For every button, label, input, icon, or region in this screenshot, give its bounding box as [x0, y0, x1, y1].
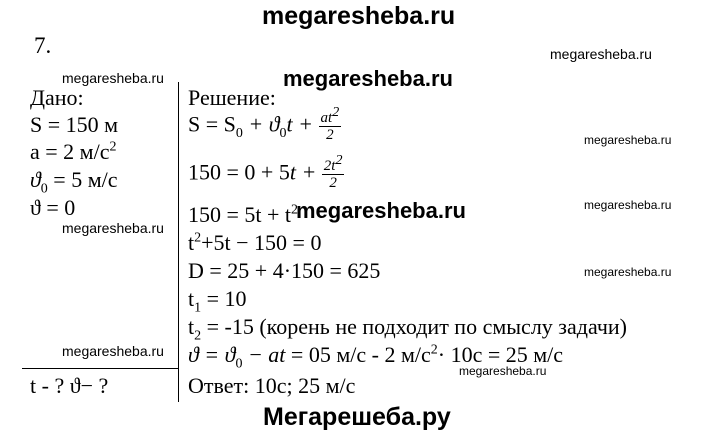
watermark-bottom: Мегарешеба.ру — [263, 403, 451, 431]
watermark: megaresheba.ru — [459, 364, 547, 378]
solution-line-1: $S = S_0 + ϑ_0t$ + $\frac{at^2}{2}$ — [188, 105, 340, 143]
vertical-divider — [178, 82, 179, 402]
solution-line-5: D = 25 + 4·150 = 625 — [188, 258, 381, 283]
task-number: 7. — [34, 33, 52, 58]
solution-line-7: $t_2 = -15$ (корень не подходит по смыслу задачи) — [188, 314, 627, 344]
solution-line-8: $ϑ = ϑ_0$ − at = 05 м/с - 2 $м/с^2\cdot 10с = 25$ м/с — [188, 342, 564, 372]
solution-line-6: $t_1 = 10$ — [188, 286, 247, 316]
fraction: $\frac{at^2}{2}$ — [320, 105, 340, 143]
watermark: megaresheba.ru — [584, 133, 672, 147]
solution-line-2: 150 = 0 + 5t + $\frac{2t^2}{2}$ — [188, 153, 343, 191]
given-initial-velocity: $ϑ_0 = 5$ м/с — [30, 167, 118, 197]
fraction: $\frac{2t^2}{2}$ — [323, 153, 343, 191]
watermark: megaresheba.ru — [550, 46, 652, 62]
given-heading: Дано: — [30, 85, 84, 110]
solution-heading: Решение: — [188, 85, 276, 110]
watermark: megaresheba.ru — [62, 70, 164, 86]
watermark: megaresheba.ru — [296, 198, 466, 223]
given-final-velocity: ϑ = 0 — [30, 195, 76, 220]
watermark: megaresheba.ru — [584, 265, 672, 279]
solution-line-4: $t^2+5t - 150 = 0$ — [188, 230, 322, 255]
watermark: megaresheba.ru — [283, 66, 453, 91]
solution-line-3: $150 = 5t + t^2$ — [188, 202, 299, 227]
watermark: megaresheba.ru — [62, 343, 164, 359]
watermark-top: megaresheba.ru — [262, 2, 456, 30]
watermark: megaresheba.ru — [62, 220, 164, 236]
given-acceleration: a = 2 $м/с^2$ — [30, 139, 117, 164]
given-distance: S = 150 м — [30, 112, 119, 137]
find-unknowns: t - ? ϑ− ? — [30, 373, 109, 398]
watermark: megaresheba.ru — [584, 198, 672, 212]
answer: Ответ: 10с; 25 м/с — [188, 373, 356, 398]
horizontal-divider — [22, 368, 179, 369]
